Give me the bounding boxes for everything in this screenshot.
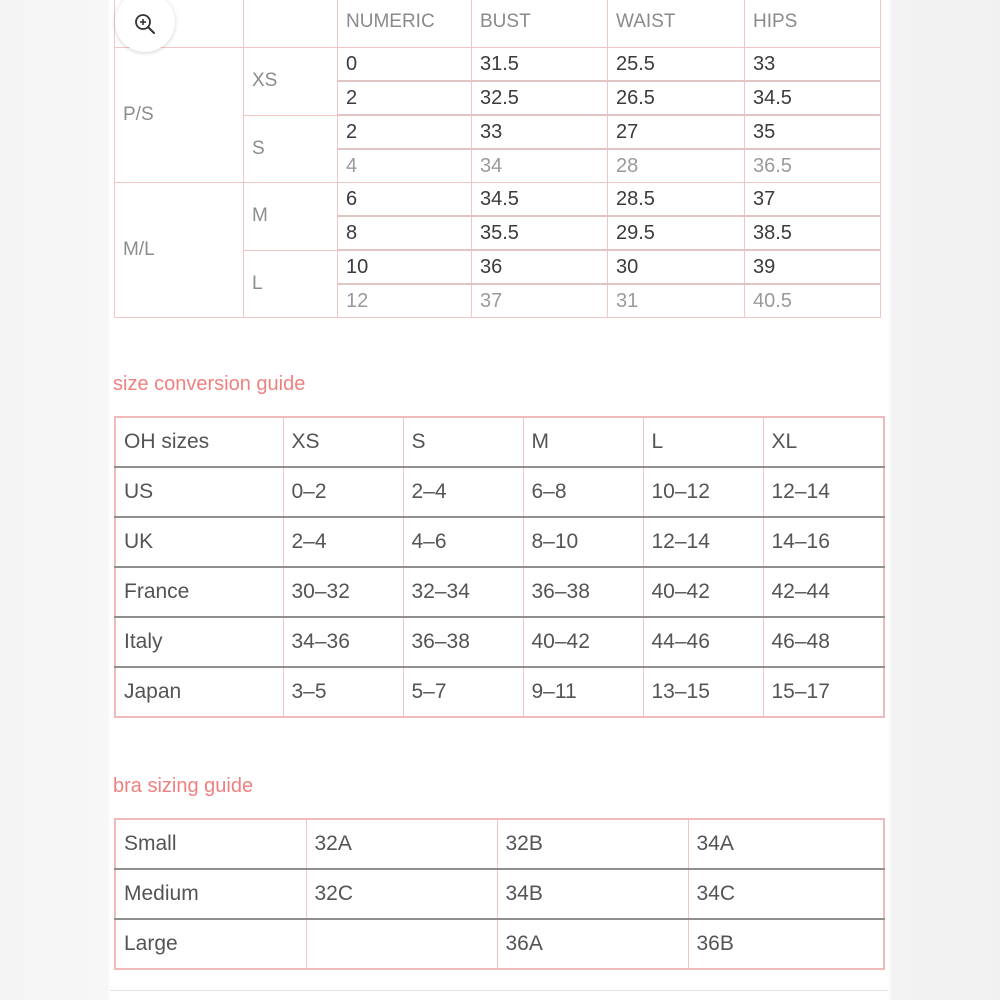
table-cell: 4–6	[403, 517, 523, 567]
cell-numeric: 0	[338, 48, 472, 82]
table-row	[115, 183, 881, 217]
cell-bust: 35.5	[472, 216, 608, 250]
table-cell: 32C	[306, 869, 497, 919]
cell-hips: 39	[745, 250, 881, 284]
row-label-cell: Japan	[115, 667, 283, 717]
cell-numeric: 2	[338, 81, 472, 115]
cell-bust: 37	[472, 284, 608, 318]
size-guide-content	[110, 0, 888, 1000]
table-cell: 3–5	[283, 667, 403, 717]
table-cell: 32B	[497, 819, 688, 869]
table-row	[115, 517, 884, 567]
table-cell: 8–10	[523, 517, 643, 567]
cell-bust: 31.5	[472, 48, 608, 82]
cell-waist: 28	[608, 149, 745, 183]
table-row	[115, 919, 884, 969]
cell-numeric: 2	[338, 115, 472, 149]
subgroup-label-m: M	[244, 183, 338, 251]
table-cell: 36B	[688, 919, 884, 969]
cell-hips: 36.5	[745, 149, 881, 183]
cell-waist: 26.5	[608, 81, 745, 115]
cell-waist: 30	[608, 250, 745, 284]
table-cell: 44–46	[643, 617, 763, 667]
table-cell: 10–12	[643, 467, 763, 517]
table-row	[115, 617, 884, 667]
table-cell: 36A	[497, 919, 688, 969]
cell-numeric: 8	[338, 216, 472, 250]
row-label-cell: UK	[115, 517, 283, 567]
table-cell: 36–38	[523, 567, 643, 617]
table-row	[115, 819, 884, 869]
size-chart-table	[114, 0, 881, 318]
table-row	[115, 417, 884, 467]
size-chart-header-row	[115, 0, 881, 48]
zoom-in-icon	[134, 13, 156, 35]
table-cell: 40–42	[643, 567, 763, 617]
cell-numeric: 4	[338, 149, 472, 183]
table-cell: 34C	[688, 869, 884, 919]
cell-numeric: 12	[338, 284, 472, 318]
table-cell: L	[643, 417, 763, 467]
cell-waist: 31	[608, 284, 745, 318]
row-label-cell: Large	[115, 919, 306, 969]
subgroup-label-l: L	[244, 250, 338, 318]
header-numeric: NUMERIC	[338, 0, 472, 48]
cell-hips: 34.5	[745, 81, 881, 115]
table-cell: M	[523, 417, 643, 467]
header-bust: BUST	[472, 0, 608, 48]
cell-hips: 37	[745, 183, 881, 217]
cell-hips: 35	[745, 115, 881, 149]
header-waist: WAIST	[608, 0, 745, 48]
table-cell: 12–14	[643, 517, 763, 567]
row-label-cell: Small	[115, 819, 306, 869]
bottom-divider	[110, 990, 888, 991]
subgroup-label-s: S	[244, 115, 338, 183]
table-row	[115, 667, 884, 717]
table-cell: 34–36	[283, 617, 403, 667]
cell-bust: 32.5	[472, 81, 608, 115]
bra-guide-title: bra sizing guide	[113, 775, 254, 797]
subgroup-label-xs: XS	[244, 48, 338, 116]
cell-waist: 28.5	[608, 183, 745, 217]
cell-hips: 38.5	[745, 216, 881, 250]
table-cell: 36–38	[403, 617, 523, 667]
table-cell: 30–32	[283, 567, 403, 617]
table-cell: XL	[763, 417, 884, 467]
table-cell: 9–11	[523, 667, 643, 717]
table-cell: 32–34	[403, 567, 523, 617]
conversion-guide-table	[114, 416, 885, 718]
table-cell: 32A	[306, 819, 497, 869]
group-label-ml: M/L	[115, 183, 244, 318]
cell-bust: 34.5	[472, 183, 608, 217]
cell-bust: 34	[472, 149, 608, 183]
table-cell: XS	[283, 417, 403, 467]
row-label-cell: Medium	[115, 869, 306, 919]
table-cell: 2–4	[403, 467, 523, 517]
table-cell: 5–7	[403, 667, 523, 717]
table-cell: 13–15	[643, 667, 763, 717]
cell-waist: 27	[608, 115, 745, 149]
table-cell: 12–14	[763, 467, 884, 517]
table-cell	[306, 919, 497, 969]
row-label-cell: OH sizes	[115, 417, 283, 467]
cell-hips: 40.5	[745, 284, 881, 318]
table-cell: 42–44	[763, 567, 884, 617]
table-cell: 2–4	[283, 517, 403, 567]
cell-numeric: 10	[338, 250, 472, 284]
cell-waist: 25.5	[608, 48, 745, 82]
table-cell: 46–48	[763, 617, 884, 667]
cell-numeric: 6	[338, 183, 472, 217]
cell-bust: 36	[472, 250, 608, 284]
table-row	[115, 869, 884, 919]
size-chart-corner-2	[244, 0, 338, 48]
group-label-ps: P/S	[115, 48, 244, 183]
row-label-cell: France	[115, 567, 283, 617]
table-cell: 6–8	[523, 467, 643, 517]
table-cell: 34A	[688, 819, 884, 869]
table-cell: 40–42	[523, 617, 643, 667]
cell-bust: 33	[472, 115, 608, 149]
table-cell: S	[403, 417, 523, 467]
row-label-cell: US	[115, 467, 283, 517]
cell-waist: 29.5	[608, 216, 745, 250]
table-row	[115, 467, 884, 517]
conversion-guide-title: size conversion guide	[113, 373, 306, 395]
table-cell: 0–2	[283, 467, 403, 517]
bra-guide-table	[114, 818, 885, 970]
table-cell: 14–16	[763, 517, 884, 567]
table-cell: 34B	[497, 869, 688, 919]
table-row	[115, 48, 881, 82]
cell-hips: 33	[745, 48, 881, 82]
row-label-cell: Italy	[115, 617, 283, 667]
table-cell: 15–17	[763, 667, 884, 717]
table-row	[115, 567, 884, 617]
header-hips: HIPS	[745, 0, 881, 48]
